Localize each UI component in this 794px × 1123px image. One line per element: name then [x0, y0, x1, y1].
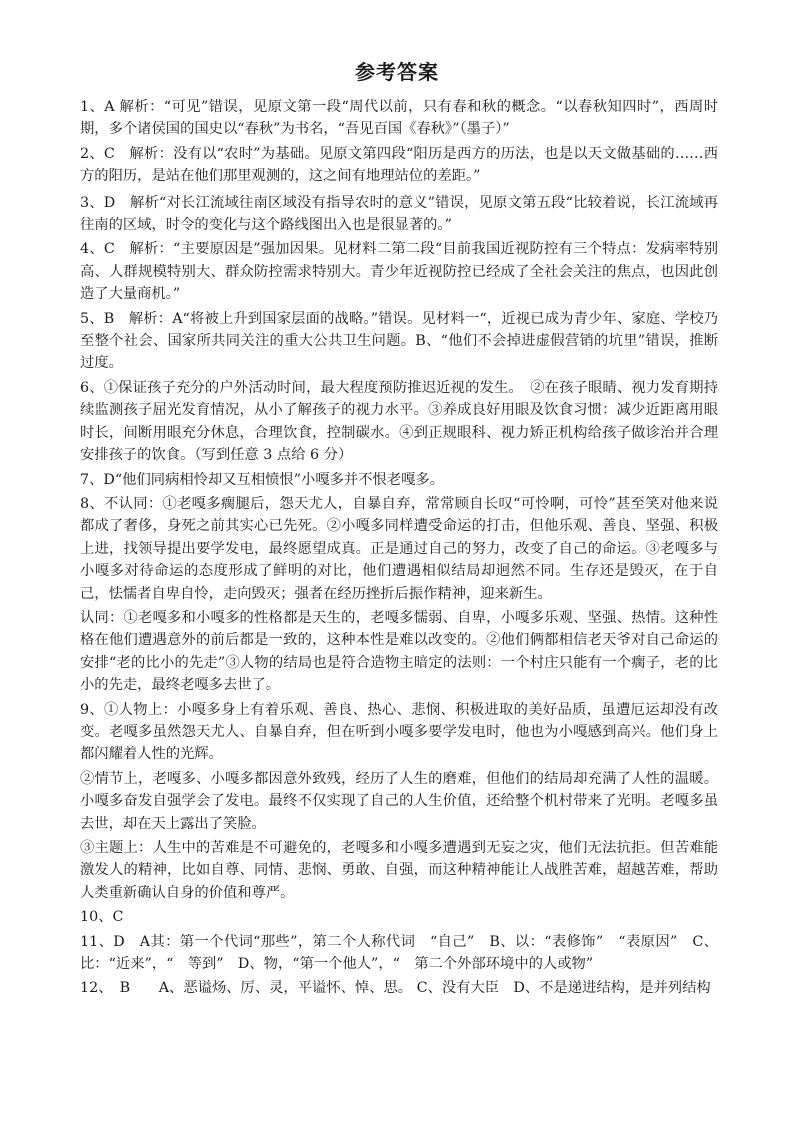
answer-5: 5、B 解析：A“将被上升到国家层面的战略。”错误。见材料一“，近视已成为青少年、家庭、学校乃至整个社会、国家所共同关注的重大公共卫生问题。B、“他们不会掉进虚假营销的坑里”错误，推断过度。 [80, 310, 718, 372]
answer-4: 4、C 解析：“主要原因是”强加因果。见材料二第二段“目前我国近视防控有三个特点：发病率特别高、人群规模特别大、群众防控需求特别大。青少年近视防控已经成了全社会关注的焦点，也因此创造了大量商机。” [80, 241, 718, 303]
answer-1: 1、A 解析：“可见”错误，见原文第一段“周代以前，只有春和秋的概念。“以春秋知四时”，西周时期，多个诸侯国的国史以“春秋”为书名，“吾见百国《春秋》”（墨子）” [80, 99, 718, 138]
answer-7: 7、D“他们同病相怜却又互相愤恨”小嘎多并不恨老嘎多。 [80, 471, 445, 488]
answer-8-agree: 认同：①老嘎多和小嘎多的性格都是天生的，老嘎多懦弱、自卑，小嘎多乐观、坚强、热情。这种性格在他们遭遇意外的前后都是一致的，这种本性是难以改变的。②他们俩都相信老天爷对自己命运的安排“老的比小的先走”③人物的结局也是符合造物主暗定的法则：一个村庄只能有一个瘸子，老的比小的先走，最终老嘎多去世了。 [80, 609, 718, 694]
page-title: 参考答案 [355, 60, 439, 84]
answer-9-theme: ③主题上：人生中的苦难是不可避免的，老嘎多和小嘎多遭遇到无妄之灾，他们无法抗拒。但苦难能激发人的精神，比如自尊、同情、悲悯、勇敢、自强，而这种精神能让人战胜苦难，超越苦难，帮助人类重新确认自身的价值和尊严。 [80, 840, 718, 901]
answer-2: 2、C 解析：没有以“农时”为基础。见原文第四段“阳历是西方的历法，也是以天文做基础的……西方的阳历，是站在他们那里观测的，这之间有地理站位的差距。” [80, 145, 718, 185]
answer-10: 10、C [80, 909, 124, 926]
answer-9-plot: ②情节上，老嘎多、小嘎多都因意外致残，经历了人生的磨难，但他们的结局却充满了人性的温暖。小嘎多奋发自强学会了发电。最终不仅实现了自己的人生价值，还给整个机村带来了光明。老嘎多虽去世，却在天上露出了笑脸。 [80, 770, 718, 832]
answer-12: 12、 B A、恶谥炀、厉、灵，平谥怀、悼、思。 C、没有大臣 D、不是递进结构，是并列结构 [80, 980, 711, 997]
answers-body [80, 96, 718, 1002]
answer-6: 6、①保证孩子充分的户外活动时间，最大程度预防推迟近视的发生。 ②在孩子眼睛、视力发育期持续监测孩子屈光发育情况，从小了解孩子的视力水平。③养成良好用眼及饮食习惯：减少近距离用眼时长，间断用眼充分休息，合理饮食，控制碳水。④到正规眼科、视力矫正机构给孩子做诊治并合理安排孩子的饮食。（写到任意 3 点给 6 分） [80, 379, 718, 464]
answer-11: 11、D A其：第一个代词“那些”，第二个人称代词 “自己” B、以：“表修饰” “表原因” C、比：“近来”，“ 等到” D、物，“第一个他人”，“ 第二个外部环境中的人或物” [80, 933, 718, 973]
answer-3: 3、D 解析“对长江流域往南区域没有指导农时的意义”错误，见原文第五段“比较着说，长江流域再往南的区域，时令的变化与这个路线图出入也是很显著的。” [80, 194, 718, 234]
answer-9-character: 9、①人物上：小嘎多身上有着乐观、善良、热心、悲悯、积极进取的美好品质，虽遭厄运却没有改变。老嘎多虽然怨天尤人、自暴自弃，但在听到小嘎多要学发电时，他也为小嘎感到高兴。他们身上都闪耀着人性的光辉。 [80, 701, 718, 763]
answer-8-disagree: 8、不认同：①老嘎多瘸腿后，怨天尤人，自暴自弃，常常顾自长叹“可怜啊，可怜”甚至笑对他来说都成了奢侈，身死之前其实心已先死。②小嘎多同样遭受命运的打击，但他乐观、善良、坚强、积极上进，找领导提出要学发电，最终愿望成真。正是通过自己的努力，改变了自己的命运。③老嘎多与小嘎多对待命运的态度形成了鲜明的对比，他们遭遇相似结局却迥然不同。生存还是毁灭，在于自己，怯懦者自卑自怜，走向毁灭；强者在经历挫折后振作精神，迎来新生。 [80, 495, 718, 602]
